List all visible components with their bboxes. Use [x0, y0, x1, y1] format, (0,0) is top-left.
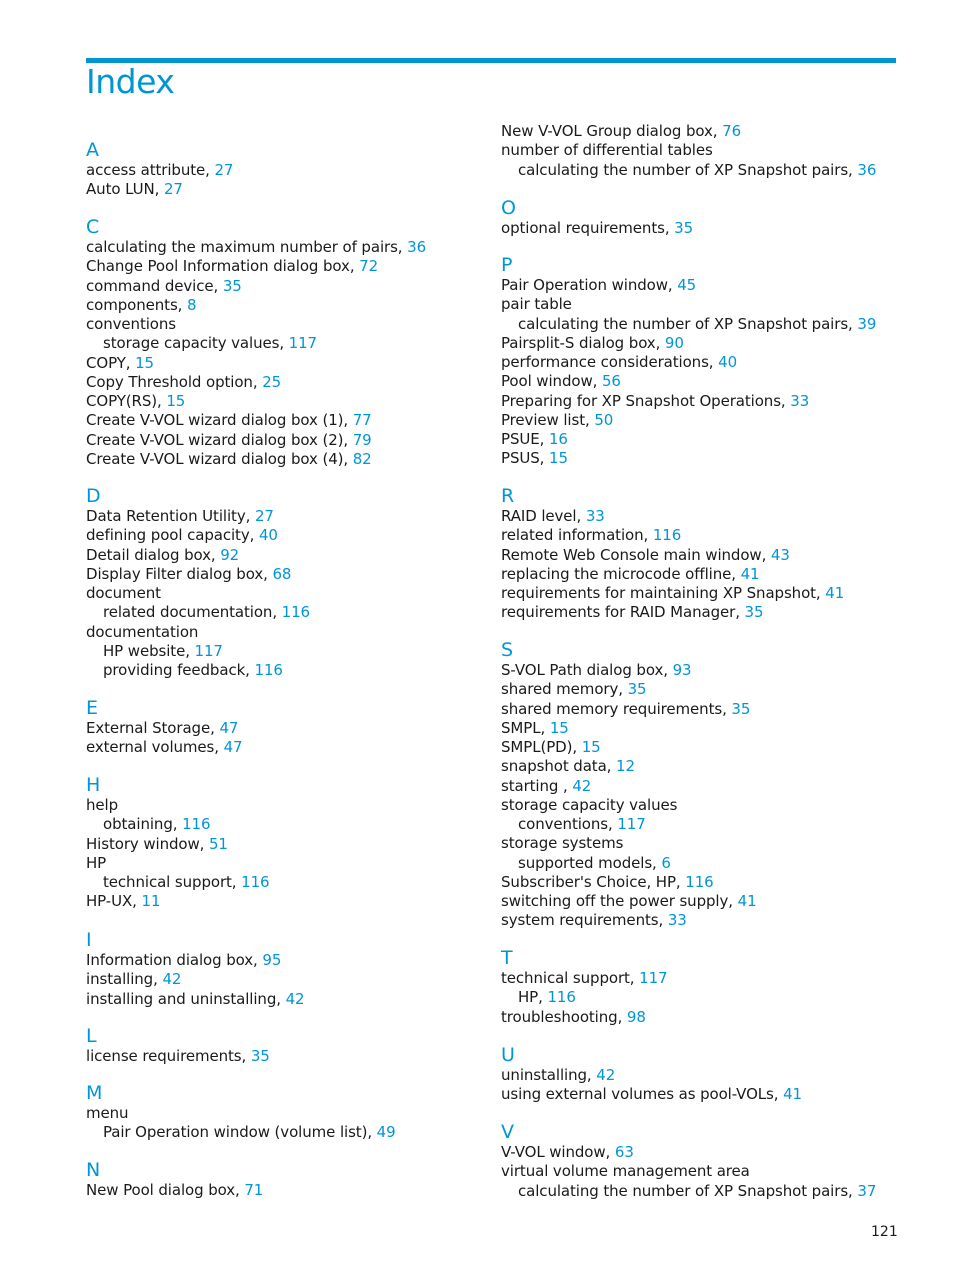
index-subentry [501, 854, 671, 873]
page-reference-link[interactable]: 117 [639, 969, 668, 987]
page-reference-link[interactable]: 45 [677, 276, 697, 294]
index-entry-text: History window, [86, 834, 209, 853]
index-entry-text: number of differential tables [501, 141, 713, 160]
index-entry-text: Pairsplit-S dialog box, [501, 333, 665, 352]
page-reference-link[interactable]: 82 [352, 449, 372, 468]
index-entry [501, 565, 759, 584]
page-reference-link[interactable]: 72 [359, 257, 379, 276]
index-entry-text: New V-VOL Group dialog box, [501, 122, 723, 140]
index-subentry [86, 1123, 396, 1142]
index-entry [501, 757, 635, 776]
index-entry-text: menu [86, 1104, 129, 1122]
page-reference-link[interactable]: 47 [219, 719, 239, 737]
page-reference-link[interactable]: 63 [614, 1143, 634, 1161]
index-entry-text: pair table [501, 295, 572, 314]
page-reference-link[interactable]: 51 [208, 834, 228, 853]
index-entry-text: related documentation, [103, 603, 282, 622]
index-entry [86, 584, 161, 603]
page-reference-link[interactable]: 68 [272, 564, 292, 583]
page-reference-link[interactable]: 90 [664, 333, 684, 352]
index-entry-text: HP-UX, [86, 892, 142, 911]
page-reference-link[interactable]: 15 [166, 392, 186, 410]
page-reference-link[interactable]: 49 [376, 1123, 396, 1142]
index-entry-text: storage capacity values, [103, 334, 289, 353]
index-entry-text: license requirements, [86, 1047, 251, 1065]
index-entry-text: related information, [501, 526, 653, 545]
page-reference-link[interactable]: 116 [281, 603, 311, 622]
index-entry [86, 1047, 270, 1066]
index-entry [501, 738, 601, 757]
index-entry [501, 796, 677, 815]
index-letter-heading: I [86, 929, 92, 951]
index-entry [501, 1143, 634, 1162]
index-entry [86, 951, 281, 970]
index-entry [501, 372, 621, 391]
index-letter-heading: O [501, 197, 516, 219]
index-entry [86, 180, 183, 199]
index-entry-text: Display Filter dialog box, [86, 564, 273, 583]
index-entry-text: SMPL(PD), [501, 738, 582, 756]
page-reference-link[interactable]: 36 [407, 238, 427, 256]
index-entry [86, 854, 106, 873]
page-reference-link[interactable]: 117 [288, 334, 318, 353]
page-reference-link[interactable]: 77 [352, 411, 372, 430]
index-entry [501, 546, 790, 565]
page-reference-link[interactable]: 35 [250, 1047, 270, 1065]
index-entry-text: calculating the maximum number of pairs, [86, 238, 408, 256]
index-entry [86, 719, 238, 738]
page-number: 121 [871, 1224, 898, 1240]
index-entry-text: conventions [86, 315, 176, 333]
index-entry [501, 449, 568, 468]
index-entry [501, 276, 696, 295]
page-reference-link[interactable]: 41 [737, 892, 757, 910]
page-reference-link[interactable]: 42 [572, 776, 592, 795]
index-entry-text: Preparing for XP Snapshot Operations, [501, 391, 791, 410]
index-entry [501, 777, 591, 796]
index-entry-text: external volumes, [86, 738, 224, 757]
index-entry [501, 392, 809, 411]
index-entry [86, 1181, 263, 1200]
index-entry [501, 719, 569, 738]
index-entry [86, 738, 243, 757]
page-reference-link[interactable]: 116 [547, 988, 576, 1007]
page-reference-link[interactable]: 79 [352, 430, 372, 449]
page-reference-link[interactable]: 15 [549, 449, 568, 468]
index-entry-text: virtual volume management area [501, 1162, 750, 1181]
index-entry-text: replacing the microcode offline, [501, 564, 741, 583]
page-reference-link[interactable]: 50 [594, 410, 614, 429]
page-reference-link[interactable]: 117 [617, 815, 646, 833]
page-reference-link[interactable]: 16 [548, 430, 568, 448]
index-entry-text: Create V-VOL wizard dialog box (4), [86, 449, 353, 468]
page-reference-link[interactable]: 12 [616, 757, 635, 776]
index-entry-text: providing feedback, [103, 661, 255, 679]
index-entry-text: troubleshooting, [501, 1007, 627, 1026]
index-entry [501, 430, 568, 449]
index-subentry [501, 1182, 876, 1201]
page-reference-link[interactable]: 41 [783, 1085, 802, 1104]
page-reference-link[interactable]: 92 [220, 545, 240, 564]
page-reference-link[interactable]: 35 [222, 276, 242, 295]
index-entry-text: technical support, [103, 873, 242, 891]
page-reference-link[interactable]: 6 [661, 853, 671, 872]
index-entry [501, 584, 844, 603]
page-reference-link[interactable]: 39 [857, 314, 877, 333]
index-entry [501, 141, 713, 160]
index-entry-text: Data Retention Utility, [86, 507, 255, 525]
index-entry-text: using external volumes as pool-VOLs, [501, 1085, 784, 1104]
index-entry [501, 1066, 615, 1085]
index-entry [501, 661, 691, 680]
page-reference-link[interactable]: 43 [770, 545, 790, 564]
index-subentry [86, 815, 210, 834]
index-entry [501, 680, 646, 699]
index-entry-text: uninstalling, [501, 1066, 597, 1084]
index-entry-text: Copy Threshold option, [86, 372, 263, 391]
index-entry-text: calculating the number of XP Snapshot pairs, [518, 314, 858, 333]
page-reference-link[interactable]: 41 [740, 564, 760, 583]
page-reference-link[interactable]: 117 [194, 641, 223, 660]
page-reference-link[interactable]: 25 [262, 372, 282, 391]
index-entry [86, 526, 278, 545]
index-entry [501, 1008, 646, 1027]
page-reference-link[interactable]: 42 [596, 1066, 616, 1084]
page-reference-link[interactable]: 27 [163, 180, 183, 199]
index-entry-text: Change Pool Information dialog box, [86, 257, 360, 276]
index-entry-text: performance considerations, [501, 353, 719, 371]
index-entry-text: RAID level, [501, 507, 586, 525]
index-entry [501, 507, 605, 526]
index-entry-text: components, [86, 295, 188, 314]
index-letter-heading: L [86, 1025, 97, 1047]
page-reference-link[interactable]: 27 [214, 161, 234, 179]
page-reference-link[interactable]: 33 [790, 391, 810, 410]
index-entry-text: requirements for RAID Manager, [501, 603, 745, 622]
index-entry-text: documentation [86, 622, 199, 641]
page-reference-link[interactable]: 8 [187, 295, 197, 314]
page-reference-link[interactable]: 41 [825, 584, 845, 602]
index-entry-text: requirements for maintaining XP Snapshot, [501, 584, 826, 602]
index-entry [501, 1085, 802, 1104]
index-entry-text: COPY(RS), [86, 392, 167, 410]
index-entry [501, 219, 693, 238]
index-entry [501, 892, 757, 911]
page-reference-link[interactable]: 116 [685, 872, 714, 891]
index-letter-heading: R [501, 485, 515, 507]
index-entry-text: storage capacity values [501, 795, 678, 814]
index-entry [86, 623, 198, 642]
page-reference-link[interactable]: 35 [627, 680, 647, 699]
page-reference-link[interactable]: 56 [601, 372, 621, 391]
index-subentry [501, 315, 876, 334]
page-reference-link[interactable]: 35 [674, 219, 694, 237]
page-reference-link[interactable]: 116 [652, 526, 682, 545]
index-entry [86, 373, 281, 392]
index-letter-heading: P [501, 254, 513, 276]
index-entry-text: document [86, 584, 161, 602]
index-subentry [86, 873, 269, 892]
index-letter-heading: U [501, 1044, 515, 1066]
index-entry-text: Pair Operation window (volume list), [103, 1123, 377, 1142]
page-reference-link[interactable]: 40 [258, 526, 278, 545]
index-entry-text: calculating the number of XP Snapshot pairs, [518, 1181, 858, 1200]
page-reference-link[interactable]: 95 [262, 951, 282, 969]
page-title: Index [86, 62, 175, 101]
index-entry [501, 353, 737, 372]
index-entry-text: COPY, [86, 353, 136, 372]
index-entry-text: obtaining, [103, 815, 183, 834]
index-entry [86, 161, 233, 180]
page-reference-link[interactable]: 36 [857, 160, 877, 179]
index-entry [501, 411, 613, 430]
index-entry [501, 700, 750, 719]
page-reference-link[interactable]: 27 [254, 507, 274, 525]
index-entry-text: Remote Web Console main window, [501, 545, 771, 564]
index-entry [86, 507, 274, 526]
index-entry-text: HP [86, 853, 107, 872]
index-entry-text: system requirements, [501, 911, 668, 930]
index-entry [86, 238, 426, 257]
index-entry-text: supported models, [518, 853, 662, 872]
index-subentry [86, 603, 310, 622]
page-reference-link[interactable]: 116 [182, 815, 211, 834]
index-entry-text: S-VOL Path dialog box, [501, 661, 673, 679]
index-entry [501, 1162, 750, 1181]
index-entry [86, 257, 378, 276]
index-entry-text: Pair Operation window, [501, 276, 678, 294]
index-subentry [501, 161, 876, 180]
index-entry [501, 834, 623, 853]
page-reference-link[interactable]: 37 [857, 1181, 877, 1200]
index-entry-text: installing and uninstalling, [86, 989, 286, 1008]
index-entry-text: PSUS, [501, 449, 550, 468]
index-entry-text: switching off the power supply, [501, 892, 738, 910]
index-letter-heading: A [86, 139, 99, 161]
index-entry-text: access attribute, [86, 161, 215, 179]
index-entry-text: Subscriber's Choice, HP, [501, 872, 686, 891]
index-entry [86, 392, 185, 411]
index-letter-heading: E [86, 697, 99, 719]
index-entry-text: Create V-VOL wizard dialog box (2), [86, 430, 353, 449]
index-entry-text: storage systems [501, 834, 624, 853]
index-entry [86, 450, 372, 469]
page-reference-link[interactable]: 33 [667, 911, 687, 930]
index-letter-heading: C [86, 216, 100, 238]
index-entry-text: help [86, 796, 119, 814]
index-entry [86, 411, 372, 430]
page-reference-link[interactable]: 116 [254, 661, 283, 679]
index-entry [86, 565, 291, 584]
index-entry-text: HP website, [103, 641, 195, 660]
index-letter-heading: H [86, 774, 101, 796]
page-reference-link[interactable]: 40 [718, 353, 738, 371]
index-entry [86, 796, 118, 815]
index-letter-heading: T [501, 947, 513, 969]
index-entry-text: calculating the number of XP Snapshot pairs, [518, 160, 858, 179]
page-reference-link[interactable]: 71 [244, 1181, 264, 1199]
index-entry-text: External Storage, [86, 719, 220, 737]
index-subentry [86, 642, 223, 661]
index-entry [86, 315, 176, 334]
index-entry [86, 835, 228, 854]
index-entry-text: SMPL, [501, 718, 550, 737]
page-reference-link[interactable]: 98 [626, 1007, 646, 1026]
index-entry-text: PSUE, [501, 430, 549, 448]
index-entry [86, 970, 181, 989]
page-reference-link[interactable]: 35 [744, 603, 764, 622]
index-entry-text: Preview list, [501, 410, 595, 429]
index-entry-text: defining pool capacity, [86, 526, 259, 545]
index-subentry [501, 815, 646, 834]
index-entry-text: New Pool dialog box, [86, 1181, 245, 1199]
page-reference-link[interactable]: 116 [241, 873, 270, 891]
index-entry [501, 969, 667, 988]
index-entry [501, 122, 741, 141]
index-entry [501, 911, 687, 930]
index-letter-heading: S [501, 639, 514, 661]
index-subentry [86, 334, 317, 353]
index-entry-text: technical support, [501, 969, 640, 987]
index-entry [86, 431, 372, 450]
index-letter-heading: N [86, 1159, 101, 1181]
page-reference-link[interactable]: 47 [223, 738, 243, 757]
index-entry-text: Auto LUN, [86, 180, 164, 199]
index-letter-heading: V [501, 1121, 514, 1143]
index-entry [86, 277, 242, 296]
page-reference-link[interactable]: 35 [731, 699, 751, 718]
index-letter-heading: M [86, 1082, 103, 1104]
index-entry-text: Create V-VOL wizard dialog box (1), [86, 411, 353, 430]
index-entry-text: V-VOL window, [501, 1143, 615, 1161]
index-entry [86, 296, 196, 315]
index-entry-text: Information dialog box, [86, 951, 263, 969]
page-reference-link[interactable]: 42 [162, 970, 182, 989]
index-entry [501, 873, 714, 892]
index-entry-text: shared memory requirements, [501, 699, 732, 718]
index-entry-text: command device, [86, 276, 223, 295]
page-reference-link[interactable]: 93 [672, 661, 692, 679]
index-entry [86, 1104, 128, 1123]
index-subentry [86, 661, 283, 680]
page-reference-link[interactable]: 15 [581, 738, 601, 756]
index-entry [86, 546, 239, 565]
index-entry-text: starting , [501, 776, 573, 795]
index-entry-text: installing, [86, 970, 163, 989]
index-letter-heading: D [86, 485, 101, 507]
index-entry [501, 295, 572, 314]
page-reference-link[interactable]: 42 [285, 989, 305, 1008]
page-reference-link[interactable]: 76 [722, 122, 742, 140]
page-reference-link[interactable]: 11 [141, 892, 161, 911]
index-entry-text: Detail dialog box, [86, 545, 221, 564]
page-reference-link[interactable]: 33 [585, 507, 605, 525]
index-entry [86, 990, 304, 1009]
index-entry [86, 354, 154, 373]
header-rule [86, 58, 896, 63]
page-reference-link[interactable]: 15 [549, 718, 569, 737]
index-entry [501, 334, 684, 353]
index-entry-text: HP, [518, 988, 548, 1007]
index-entry [501, 526, 681, 545]
index-entry [501, 603, 763, 622]
index-entry-text: Pool window, [501, 372, 602, 391]
index-subentry [501, 988, 576, 1007]
index-entry-text: shared memory, [501, 680, 628, 699]
page-reference-link[interactable]: 15 [135, 353, 154, 372]
index-entry [86, 892, 160, 911]
index-entry-text: optional requirements, [501, 219, 675, 237]
index-entry-text: conventions, [518, 815, 618, 833]
index-entry-text: snapshot data, [501, 757, 617, 776]
